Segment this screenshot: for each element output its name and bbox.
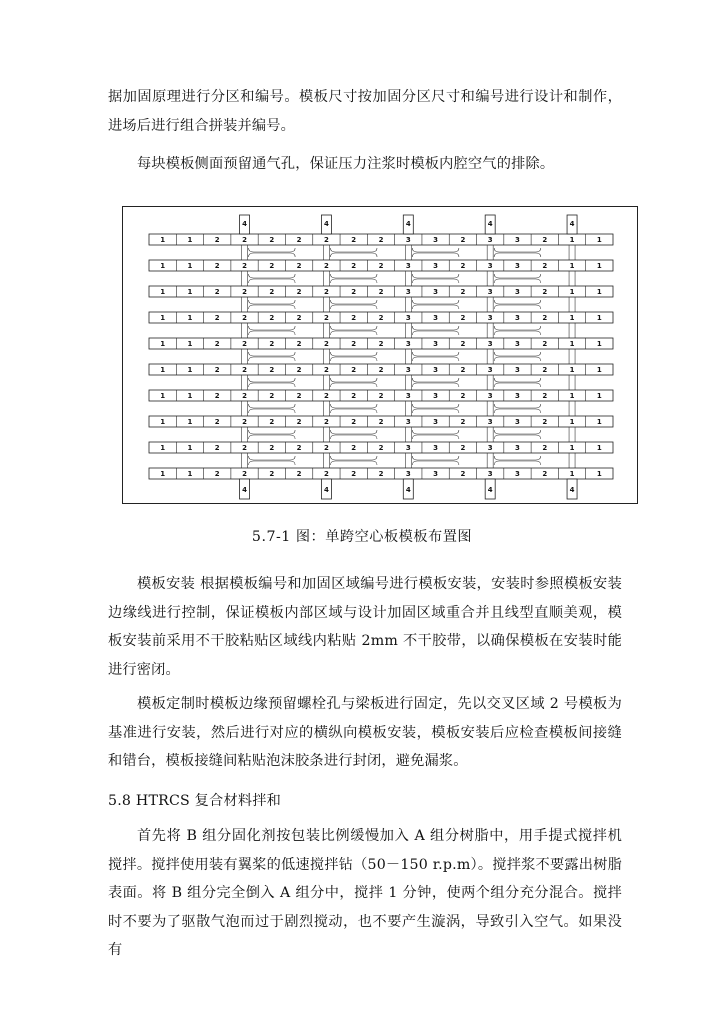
paragraph-mixing: 首先将 B 组分固化剂按包装比例缓慢加入 A 组分树脂中，用手提式搅拌机搅拌。搅拌使用装有翼桨的低速搅拌钻（50－150 r.p.m）。搅拌浆不要露出树脂表面。将 B 组分完全倒入 A 组分中，搅拌 1 分钟，使两个组分充分混合。搅拌时不要为了驱散气泡而过于剧烈搅动，也不要产生漩涡，导致引入空气。如果没有 xyxy=(108,828,622,958)
form-cell-label: 3 xyxy=(433,392,439,400)
form-cell-label: 1 xyxy=(187,470,193,478)
bottom-end-form-label: 4 xyxy=(487,486,493,494)
form-cell-label: 1 xyxy=(569,314,575,322)
bottom-end-form-label: 4 xyxy=(569,486,575,494)
form-cell-label: 1 xyxy=(160,262,166,270)
form-cell-label: 2 xyxy=(323,262,329,270)
transverse-form-connector xyxy=(330,300,377,304)
form-cell-label: 2 xyxy=(242,340,247,348)
form-cell-label: 2 xyxy=(269,392,275,400)
form-cell-label: 2 xyxy=(269,470,275,478)
transverse-form-connector xyxy=(494,305,541,309)
transverse-form-connector xyxy=(249,435,296,439)
form-cell-label: 1 xyxy=(569,236,575,244)
form-cell-label: 2 xyxy=(214,418,220,426)
form-cell-label: 3 xyxy=(515,366,520,374)
form-cell-label: 2 xyxy=(214,236,220,244)
transverse-form-connector xyxy=(494,404,541,408)
transverse-form-connector xyxy=(412,430,459,434)
form-cell-label: 2 xyxy=(460,470,466,478)
transverse-form-connector xyxy=(249,383,296,387)
form-cell-label: 1 xyxy=(160,366,166,374)
form-cell-label: 3 xyxy=(487,236,493,244)
form-cell-label: 1 xyxy=(187,236,193,244)
form-cell-label: 2 xyxy=(378,470,384,478)
transverse-form-connector xyxy=(330,357,377,361)
transverse-form-connector xyxy=(330,378,377,382)
form-cell-label: 1 xyxy=(187,262,193,270)
form-cell-label: 2 xyxy=(242,444,247,452)
transverse-form-connector xyxy=(494,461,541,465)
form-cell-label: 1 xyxy=(187,444,193,452)
form-cell-label: 2 xyxy=(269,340,275,348)
form-cell-label: 2 xyxy=(296,288,302,296)
transverse-form-connector xyxy=(249,305,296,309)
transverse-form-connector xyxy=(494,300,541,304)
form-cell-label: 2 xyxy=(542,366,548,374)
transverse-form-connector xyxy=(330,274,377,278)
form-cell-label: 3 xyxy=(515,392,520,400)
form-cell-label: 3 xyxy=(405,262,411,270)
transverse-form-connector xyxy=(330,326,377,330)
bottom-end-form-label: 4 xyxy=(323,486,329,494)
form-cell-label: 2 xyxy=(378,340,384,348)
form-cell-label: 2 xyxy=(351,314,357,322)
form-cell-label: 2 xyxy=(323,392,329,400)
paragraph-vent-holes: 每块模板侧面预留通气孔，保证压力注浆时模板内腔空气的排除。 xyxy=(137,156,555,172)
top-end-form-label: 4 xyxy=(242,220,247,228)
form-cell-label: 2 xyxy=(323,236,329,244)
transverse-form-connector xyxy=(249,357,296,361)
form-cell-label: 3 xyxy=(433,314,439,322)
transverse-form-connector xyxy=(412,279,459,283)
transverse-form-connector xyxy=(494,409,541,413)
form-cell-label: 2 xyxy=(296,314,302,322)
transverse-form-connector xyxy=(494,456,541,460)
transverse-form-connector xyxy=(494,248,541,252)
form-cell-label: 1 xyxy=(596,392,602,400)
form-cell-label: 1 xyxy=(160,470,166,478)
form-cell-label: 1 xyxy=(596,236,602,244)
form-cell-label: 2 xyxy=(378,444,384,452)
form-cell-label: 2 xyxy=(242,288,247,296)
form-cell-label: 2 xyxy=(214,444,220,452)
transverse-form-connector xyxy=(330,430,377,434)
form-cell-label: 1 xyxy=(160,418,166,426)
transverse-form-connector xyxy=(249,274,296,278)
form-cell-label: 2 xyxy=(460,288,466,296)
transverse-form-connector xyxy=(412,378,459,382)
form-cell-label: 1 xyxy=(596,444,602,452)
transverse-form-connector xyxy=(412,409,459,413)
form-cell-label: 2 xyxy=(460,340,466,348)
form-cell-label: 2 xyxy=(269,418,275,426)
transverse-form-connector xyxy=(494,430,541,434)
form-cell-label: 3 xyxy=(515,314,520,322)
form-cell-label: 2 xyxy=(351,418,357,426)
formwork-layout-svg xyxy=(123,207,639,505)
transverse-form-connector xyxy=(412,461,459,465)
transverse-form-connector xyxy=(412,331,459,335)
form-cell-label: 2 xyxy=(269,314,275,322)
figure-caption: 5.7-1 图：单跨空心板模板布置图 xyxy=(251,529,473,545)
form-cell-label: 1 xyxy=(596,262,602,270)
form-cell-label: 3 xyxy=(515,470,520,478)
form-cell-label: 2 xyxy=(378,314,384,322)
form-cell-label: 1 xyxy=(160,444,166,452)
form-cell-label: 2 xyxy=(323,288,329,296)
form-cell-label: 2 xyxy=(214,288,220,296)
form-cell-label: 2 xyxy=(269,262,275,270)
form-cell-label: 2 xyxy=(242,262,247,270)
form-cell-label: 2 xyxy=(460,418,466,426)
form-cell-label: 1 xyxy=(596,340,602,348)
form-cell-label: 1 xyxy=(569,288,575,296)
form-cell-label: 3 xyxy=(487,392,493,400)
form-cell-label: 3 xyxy=(433,288,439,296)
transverse-form-connector xyxy=(494,279,541,283)
transverse-form-connector xyxy=(330,404,377,408)
transverse-form-connector xyxy=(249,378,296,382)
form-cell-label: 1 xyxy=(569,340,575,348)
form-cell-label: 2 xyxy=(214,262,220,270)
form-cell-label: 2 xyxy=(296,444,302,452)
form-cell-label: 2 xyxy=(323,418,329,426)
form-cell-label: 1 xyxy=(160,340,166,348)
form-cell-label: 2 xyxy=(323,366,329,374)
form-cell-label: 3 xyxy=(487,340,493,348)
form-cell-label: 2 xyxy=(460,314,466,322)
form-cell-label: 1 xyxy=(187,314,193,322)
form-cell-label: 1 xyxy=(569,366,575,374)
form-cell-label: 2 xyxy=(542,418,548,426)
form-cell-label: 3 xyxy=(515,236,520,244)
transverse-form-connector xyxy=(330,435,377,439)
form-cell-label: 2 xyxy=(296,366,302,374)
form-cell-label: 3 xyxy=(487,444,493,452)
form-cell-label: 2 xyxy=(542,236,548,244)
form-cell-label: 2 xyxy=(242,236,247,244)
form-cell-label: 2 xyxy=(296,392,302,400)
transverse-form-connector xyxy=(330,248,377,252)
transverse-form-connector xyxy=(412,300,459,304)
transverse-form-connector xyxy=(330,352,377,356)
form-cell-label: 2 xyxy=(351,236,357,244)
form-cell-label: 1 xyxy=(569,470,575,478)
bottom-end-form-label: 4 xyxy=(405,486,411,494)
form-cell-label: 2 xyxy=(351,444,357,452)
transverse-form-connector xyxy=(330,383,377,387)
form-cell-label: 2 xyxy=(214,314,220,322)
transverse-form-connector xyxy=(412,357,459,361)
form-cell-label: 3 xyxy=(405,366,411,374)
transverse-form-connector xyxy=(330,305,377,309)
form-cell-label: 2 xyxy=(351,288,357,296)
form-cell-label: 3 xyxy=(515,418,520,426)
form-cell-label: 2 xyxy=(460,392,466,400)
paragraph-form-installation: 模板安装 根据模板编号和加固区域编号进行模板安装，安装时参照模板安装边缘线进行控制，保证模板内部区域与设计加固区域重合并且线型直顺美观，模板安装前采用不干胶粘贴区域线内粘贴 2mm 不干胶带，以确保模板在安装时能进行密闭。 xyxy=(108,576,622,678)
paragraph-form-fixing: 模板定制时模板边缘预留螺栓孔与梁板进行固定，先以交叉区域 2 号模板为基准进行安装，然后进行对应的横纵向模板安装，模板安装后应检查模板间接缝和错台，模板接缝间粘贴泡沫胶条进行封闭，避免漏浆。 xyxy=(108,696,622,769)
form-cell-label: 2 xyxy=(323,340,329,348)
form-cell-label: 2 xyxy=(214,366,220,374)
form-cell-label: 1 xyxy=(596,288,602,296)
form-cell-label: 1 xyxy=(569,444,575,452)
transverse-form-connector xyxy=(494,352,541,356)
form-cell-label: 2 xyxy=(351,340,357,348)
transverse-form-connector xyxy=(330,409,377,413)
form-cell-label: 2 xyxy=(378,366,384,374)
form-cell-label: 2 xyxy=(460,236,466,244)
transverse-form-connector xyxy=(412,404,459,408)
form-cell-label: 2 xyxy=(242,470,247,478)
form-cell-label: 3 xyxy=(405,236,411,244)
transverse-form-connector xyxy=(494,331,541,335)
form-cell-label: 3 xyxy=(487,314,493,322)
form-cell-label: 2 xyxy=(460,444,466,452)
form-cell-label: 2 xyxy=(542,444,548,452)
form-cell-label: 3 xyxy=(487,470,493,478)
form-cell-label: 1 xyxy=(187,392,193,400)
form-cell-label: 3 xyxy=(433,470,439,478)
top-end-form-label: 4 xyxy=(405,220,411,228)
top-end-form-label: 4 xyxy=(323,220,329,228)
form-cell-label: 3 xyxy=(515,444,520,452)
transverse-form-connector xyxy=(494,383,541,387)
transverse-form-connector xyxy=(412,305,459,309)
form-cell-label: 2 xyxy=(542,262,548,270)
form-cell-label: 2 xyxy=(542,288,548,296)
form-cell-label: 3 xyxy=(405,340,411,348)
form-cell-label: 3 xyxy=(405,470,411,478)
transverse-form-connector xyxy=(412,274,459,278)
transverse-form-connector xyxy=(412,435,459,439)
transverse-form-connector xyxy=(494,378,541,382)
form-cell-label: 2 xyxy=(351,262,357,270)
form-cell-label: 2 xyxy=(296,418,302,426)
transverse-form-connector xyxy=(412,253,459,257)
form-cell-label: 1 xyxy=(569,418,575,426)
form-cell-label: 1 xyxy=(187,418,193,426)
form-cell-label: 3 xyxy=(405,444,411,452)
transverse-form-connector xyxy=(494,435,541,439)
form-cell-label: 2 xyxy=(323,314,329,322)
form-cell-label: 1 xyxy=(569,392,575,400)
form-cell-label: 2 xyxy=(378,418,384,426)
transverse-form-connector xyxy=(249,253,296,257)
form-cell-label: 3 xyxy=(433,418,439,426)
transverse-form-connector xyxy=(412,248,459,252)
transverse-form-connector xyxy=(330,279,377,283)
form-cell-label: 3 xyxy=(487,418,493,426)
form-cell-label: 1 xyxy=(596,314,602,322)
form-cell-label: 2 xyxy=(242,314,247,322)
form-cell-label: 2 xyxy=(542,314,548,322)
transverse-form-connector xyxy=(494,357,541,361)
form-cell-label: 2 xyxy=(269,366,275,374)
form-cell-label: 2 xyxy=(378,262,384,270)
form-cell-label: 2 xyxy=(542,470,548,478)
form-cell-label: 3 xyxy=(405,418,411,426)
form-cell-label: 1 xyxy=(596,366,602,374)
form-cell-label: 2 xyxy=(269,444,275,452)
form-cell-label: 1 xyxy=(569,262,575,270)
form-cell-label: 3 xyxy=(487,288,493,296)
form-cell-label: 2 xyxy=(460,366,466,374)
form-cell-label: 2 xyxy=(351,366,357,374)
form-cell-label: 2 xyxy=(378,236,384,244)
form-cell-label: 1 xyxy=(596,470,602,478)
transverse-form-connector xyxy=(494,253,541,257)
transverse-form-connector xyxy=(249,300,296,304)
transverse-form-connector xyxy=(249,456,296,460)
form-cell-label: 1 xyxy=(187,366,193,374)
form-cell-label: 3 xyxy=(433,340,439,348)
form-cell-label: 3 xyxy=(433,366,439,374)
form-cell-label: 3 xyxy=(433,444,439,452)
transverse-form-connector xyxy=(249,248,296,252)
form-cell-label: 2 xyxy=(542,392,548,400)
form-cell-label: 2 xyxy=(269,288,275,296)
form-cell-label: 2 xyxy=(242,418,247,426)
form-cell-label: 2 xyxy=(296,340,302,348)
transverse-form-connector xyxy=(412,383,459,387)
form-cell-label: 1 xyxy=(187,340,193,348)
form-cell-label: 2 xyxy=(378,392,384,400)
top-end-form-label: 4 xyxy=(487,220,493,228)
form-cell-label: 3 xyxy=(405,314,411,322)
form-cell-label: 1 xyxy=(160,314,166,322)
transverse-form-connector xyxy=(412,456,459,460)
section-heading: 5.8 HTRCS 复合材料拌和 xyxy=(108,793,282,809)
form-cell-label: 2 xyxy=(296,236,302,244)
transverse-form-connector xyxy=(330,331,377,335)
form-cell-label: 2 xyxy=(214,340,220,348)
transverse-form-connector xyxy=(330,461,377,465)
form-cell-label: 1 xyxy=(160,236,166,244)
transverse-form-connector xyxy=(249,404,296,408)
transverse-form-connector xyxy=(494,326,541,330)
transverse-form-connector xyxy=(249,409,296,413)
transverse-form-connector xyxy=(330,253,377,257)
top-end-form-label: 4 xyxy=(569,220,575,228)
transverse-form-connector xyxy=(249,331,296,335)
form-cell-label: 3 xyxy=(515,340,520,348)
paragraph-forms-numbering: 据加固原理进行分区和编号。模板尺寸按加固分区尺寸和编号进行设计和制作，进场后进行组合拼装并编号。 xyxy=(108,89,622,134)
form-cell-label: 1 xyxy=(187,288,193,296)
form-cell-label: 2 xyxy=(269,236,275,244)
transverse-form-connector xyxy=(249,279,296,283)
form-cell-label: 3 xyxy=(487,262,493,270)
form-cell-label: 2 xyxy=(214,470,220,478)
form-cell-label: 3 xyxy=(433,262,439,270)
form-cell-label: 2 xyxy=(323,470,329,478)
transverse-form-connector xyxy=(330,456,377,460)
form-cell-label: 3 xyxy=(405,392,411,400)
transverse-form-connector xyxy=(249,326,296,330)
form-cell-label: 2 xyxy=(351,392,357,400)
form-cell-label: 1 xyxy=(596,418,602,426)
form-cell-label: 3 xyxy=(487,366,493,374)
form-cell-label: 2 xyxy=(214,392,220,400)
transverse-form-connector xyxy=(494,274,541,278)
form-cell-label: 3 xyxy=(433,236,439,244)
transverse-form-connector xyxy=(412,326,459,330)
form-cell-label: 3 xyxy=(515,288,520,296)
form-cell-label: 2 xyxy=(323,444,329,452)
form-cell-label: 2 xyxy=(242,366,247,374)
transverse-form-connector xyxy=(249,461,296,465)
formwork-layout-diagram xyxy=(122,206,638,504)
bottom-end-form-label: 4 xyxy=(242,486,247,494)
form-cell-label: 2 xyxy=(542,340,548,348)
form-cell-label: 2 xyxy=(460,262,466,270)
transverse-form-connector xyxy=(249,430,296,434)
form-cell-label: 2 xyxy=(296,470,302,478)
form-cell-label: 2 xyxy=(378,288,384,296)
transverse-form-connector xyxy=(249,352,296,356)
form-cell-label: 1 xyxy=(160,288,166,296)
form-cell-label: 2 xyxy=(351,470,357,478)
form-cell-label: 3 xyxy=(405,288,411,296)
form-cell-label: 1 xyxy=(160,392,166,400)
form-cell-label: 2 xyxy=(296,262,302,270)
form-cell-label: 2 xyxy=(242,392,247,400)
form-cell-label: 3 xyxy=(515,262,520,270)
transverse-form-connector xyxy=(412,352,459,356)
